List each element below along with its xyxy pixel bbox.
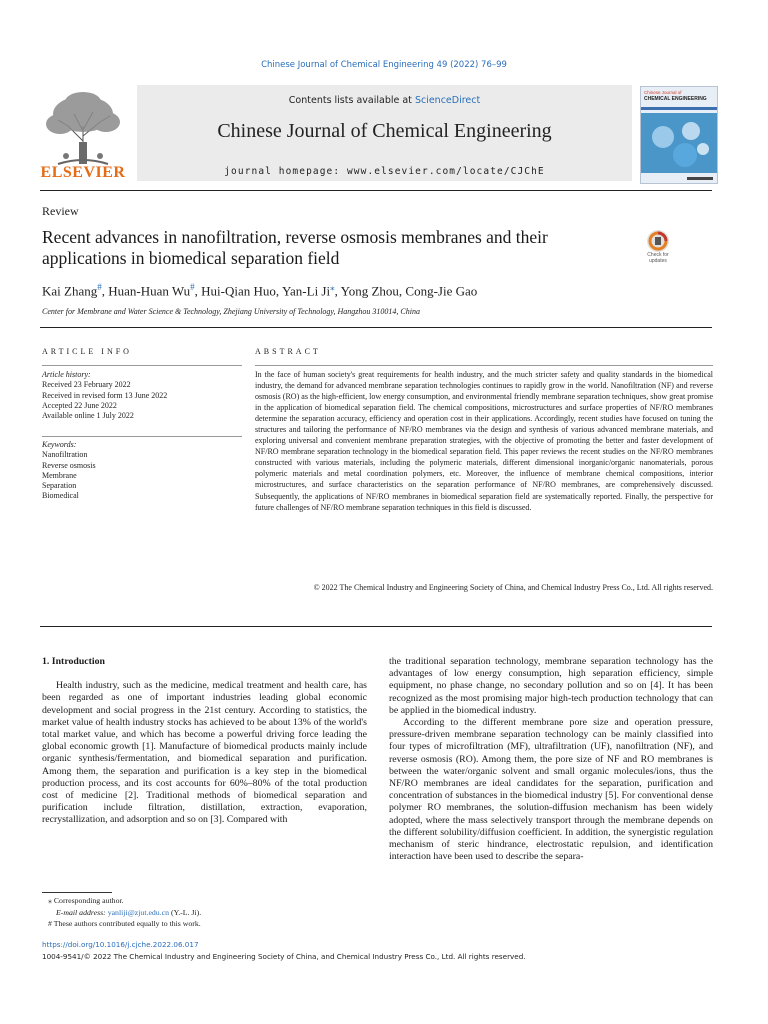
keyword-item: Reverse osmosis xyxy=(42,460,96,470)
abstract-copyright: © 2022 The Chemical Industry and Engineering Society of China, and Chemical Industry Press Co., Ltd. All rights reserved. xyxy=(313,583,713,592)
check-updates-label xyxy=(640,253,676,264)
introduction-heading: 1. Introduction xyxy=(42,656,105,667)
title-line-1: Recent advances in nanofiltration, reverse osmosis membranes and their xyxy=(42,227,548,247)
keywords-label: Keywords: xyxy=(42,440,77,449)
author-name[interactable]: Cong-Jie Gao xyxy=(405,283,478,299)
body-column-left xyxy=(42,656,367,827)
body-column-right xyxy=(389,656,713,863)
cover-art-icon xyxy=(641,87,717,183)
history-item: Received 23 February 2022 xyxy=(42,380,131,390)
history-item: Received in revised form 13 June 2022 xyxy=(42,390,168,400)
author-mark[interactable]: # xyxy=(190,282,195,292)
footnote-equal-contribution: # These authors contributed equally to this work. xyxy=(48,919,201,928)
cover-title-line1: Chinese Journal of xyxy=(644,90,682,95)
keywords-list xyxy=(42,440,242,502)
check-for-updates-badge[interactable] xyxy=(640,228,676,268)
article-title xyxy=(42,227,632,269)
article-history xyxy=(42,370,242,421)
history-item: Available online 1 July 2022 xyxy=(42,411,134,421)
keyword-item: Nanofiltration xyxy=(42,450,88,460)
keywords-rule xyxy=(42,436,242,437)
contents-prefix: Contents lists available at xyxy=(288,95,412,106)
author-name[interactable]: Huan-Huan Wu xyxy=(108,283,191,299)
footnotes xyxy=(48,895,368,930)
author-list: Kai Zhang#, Huan-Huan Wu#, Hui-Qian Huo, Yan-Li Ji⁎, Yong Zhou, Cong-Jie Gao xyxy=(42,282,478,299)
check-updates-line-1: Check for xyxy=(647,252,669,258)
doi-link[interactable]: https://doi.org/10.1016/j.cjche.2022.06.017 xyxy=(42,940,199,949)
body-paragraph: Health industry, such as the medicine, medical treatment and health care, has been regarded as one of important industries leading global economic development and social progress in the 21st century. According to statistics, the market value of health industry stocks has achieved to be about 13% of the world's total market value, and which has become a powerful driving force leading the global economic growth [1]. Manufacture of biomedical products mainly include organic synthesis/fermentation, and biomedical separation and purification. Among them, the separation and purification is a key step in the biomedical production process, and its cost accounts for 60%–80% of the total production cost of medicine [2]. Traditional methods of biomedical separation and purification include filtration, distillation, extraction, evaporation, recrystallization, and adsorption and so on [3]. Compared with xyxy=(42,680,367,826)
check-updates-icon xyxy=(640,228,676,254)
author-name[interactable]: Hui-Qian Huo xyxy=(201,283,276,299)
journal-name: Chinese Journal of Chemical Engineering xyxy=(217,120,552,142)
body-paragraph: According to the different membrane pore size and operation pressure, pressure-driven membrane separation technology can be mainly classified into four types of microfiltration (MF), ultrafiltration (UF), nanofiltration (NF), and reverse osmosis (RO). Among them, the pore size of NF and RO membranes is between the water/organic solvent and small organic molecules/ions, thus the NF/RO membranes are ideal candidates for the separation, purification and concentration of substances in the biomedical industry [5]. For conventional dense polymer RO membranes, the solution-diffusion mechanism has been widely adopted, where the mass selectively transport through the membrane depends on the different solubility/diffusion coefficient. In addition, the synergistic regulation mechanism of steric hindrance, electrostatic repulsion, and identification interaction have been used to describe the separa- xyxy=(389,717,713,863)
body-paragraph: the traditional separation technology, membrane separation technology has the advantages of low energy consumption, high separation efficiency, simple equipment, no phase change, no secondary pollution and so on [4]. It has been recognized as the most promising major high-tech production technology that can be applied in the biomedical industry. xyxy=(389,656,713,716)
abstract-bottom-rule xyxy=(40,626,712,627)
history-label: Article history: xyxy=(42,370,91,379)
author-name[interactable]: Yan-Li Ji xyxy=(281,283,331,299)
email-suffix: (Y.-L. Ji). xyxy=(170,907,202,917)
footnote-rule xyxy=(42,892,112,893)
abstract-heading: ABSTRACT xyxy=(255,347,321,356)
email-link[interactable]: yanliji@zjut.edu.cn xyxy=(107,907,170,917)
author-mark[interactable]: ⁎ xyxy=(330,282,335,292)
history-item: Accepted 22 June 2022 xyxy=(42,400,117,410)
abstract-rule xyxy=(255,365,713,366)
title-line-2: applications in biomedical separation field xyxy=(42,248,340,268)
journal-cover-thumbnail[interactable] xyxy=(640,86,718,184)
author-mark[interactable]: # xyxy=(97,282,102,292)
cover-title-line2: CHEMICAL ENGINEERING xyxy=(644,96,707,102)
keyword-item: Membrane xyxy=(42,470,77,480)
author-name[interactable]: Yong Zhou xyxy=(340,283,399,299)
journal-reference[interactable]: Chinese Journal of Chemical Engineering 49 (2022) 76–99 xyxy=(261,60,507,70)
journal-homepage[interactable]: journal homepage: www.elsevier.com/locate/CJChE xyxy=(224,166,545,177)
article-info-heading: ARTICLE INFO xyxy=(42,347,132,356)
article-type: Review xyxy=(42,204,79,218)
abstract-text: In the face of human society's great requirements for health industry, and the much stricter safety and quality standards in the biomedical industry, the demand for advanced membrane separation technologies continues to rapidly grow in the world. Nanofiltration (NF) and reverse osmosis (RO) as the high-efficient, low energy consumption, and environmental friendly membrane separation techniques, show great promise in the application of biomedical separation field. The chemical compositions, microstructures and surface properties of NF/RO membranes determine the separation accuracy, efficiency and operation cost in their applications. Accordingly, recent studies have focused on tuning the structures and tailoring the performance of NF/RO membranes via the design and synthesis of various advanced membrane materials, and exploring universal and convenient membrane preparation strategies, with the objective of promoting the better and faster development of NF/RO membrane separation technology in the biomedical separation field. This paper reviews the recent studies on the NF/RO membranes constructed with various materials, including the polymeric materials, different dimensional inorganic/organic nanomaterials, porous polymeric materials and metal coordination polymers, etc. Moreover, the influence of membrane chemical compositions, interior microstructures, and surface characteristics on the separation performance of NF/RO membranes, are comprehensively discussed. Subsequently, the applications of NF/RO membranes in biomedical separation field are systematically reported. Finally, the perspective for future challenges of NF/RO membrane separation techniques in this field is discussed. xyxy=(255,370,713,512)
section-rule xyxy=(40,327,712,328)
keyword-item: Biomedical xyxy=(42,491,79,501)
footnote-email xyxy=(48,907,368,919)
header-rule xyxy=(40,190,712,191)
contents-line xyxy=(137,95,632,106)
email-label: E-mail address: xyxy=(56,907,106,917)
sciencedirect-link[interactable]: ScienceDirect xyxy=(414,95,481,106)
author-affiliation: Center for Membrane and Water Science & Technology, Zhejiang University of Technology, Hangzhou 310014, China xyxy=(42,307,420,316)
footnote-corresponding: ⁎ Corresponding author. xyxy=(48,896,124,905)
article-info-rule xyxy=(42,365,242,366)
check-updates-line-2: updates xyxy=(649,257,667,264)
keyword-item: Separation xyxy=(42,481,77,491)
issn-copyright: 1004-9541/© 2022 The Chemical Industry and Engineering Society of China, and Chemical Industry Press Co., Ltd. All rights reserved. xyxy=(42,952,526,961)
author-name[interactable]: Kai Zhang xyxy=(42,283,98,299)
publisher-name: ELSEVIER xyxy=(40,164,126,181)
